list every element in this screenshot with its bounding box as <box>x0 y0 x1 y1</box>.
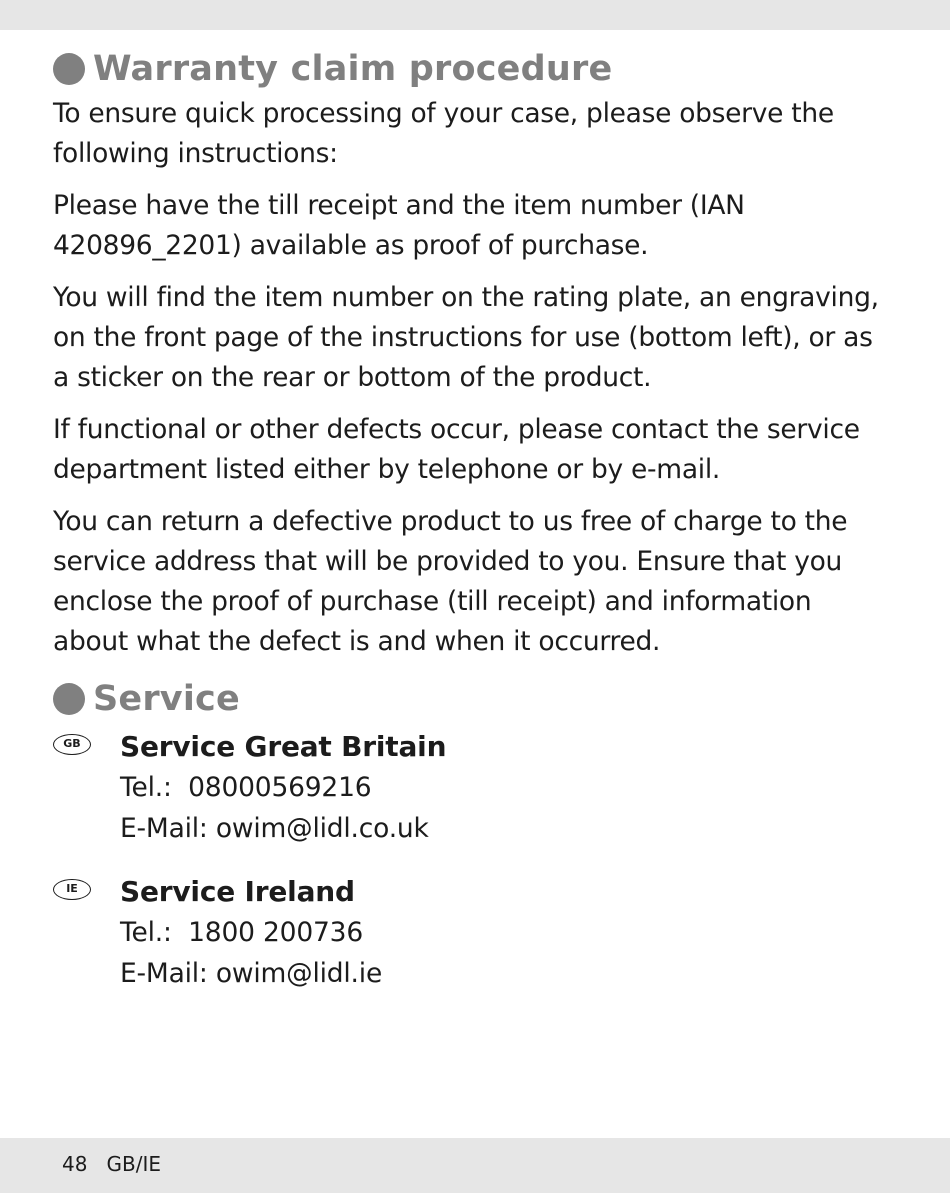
page-content <box>53 44 883 994</box>
bullet-icon <box>53 683 85 715</box>
service-title: Service Ireland <box>120 875 355 908</box>
warranty-paragraph: You will find the item number on the rating plate, an engraving, on the front page of the instructions for use (bottom left), or as a sticker on the rear or bottom of the product. <box>53 282 879 393</box>
page-number: 48 <box>62 1152 88 1176</box>
region-label: GB/IE <box>106 1152 162 1176</box>
bullet-icon <box>53 53 85 85</box>
service-heading <box>53 674 883 724</box>
top-band <box>0 0 950 30</box>
gb-country-icon: GB <box>53 734 91 755</box>
warranty-heading <box>53 44 883 94</box>
warranty-paragraph: To ensure quick processing of your case, please observe the following instructions: <box>53 98 834 169</box>
page-footer <box>62 1151 161 1177</box>
service-entry-gb <box>53 726 883 849</box>
service-entry-ie <box>53 871 883 994</box>
ie-country-icon: IE <box>53 879 91 900</box>
service-telephone: Tel.: 08000569216 <box>120 772 372 803</box>
service-title: Service Great Britain <box>120 730 447 763</box>
service-telephone: Tel.: 1800 200736 <box>120 917 363 948</box>
warranty-paragraph: You can return a defective product to us free of charge to the service address that will be provided to you. Ensure that you enclose the proof of purchase (till receipt) and information about what the defect is and when it occurred. <box>53 506 848 657</box>
warranty-heading-text: Warranty claim procedure <box>93 49 613 89</box>
service-email: E-Mail: owim@lidl.ie <box>120 958 383 989</box>
service-heading-text: Service <box>93 679 240 719</box>
warranty-paragraph: If functional or other defects occur, please contact the service department listed either by telephone or by e-mail. <box>53 414 860 485</box>
warranty-paragraph: Please have the till receipt and the item number (IAN 420896_2201) available as proof of purchase. <box>53 190 745 261</box>
service-email: E-Mail: owim@lidl.co.uk <box>120 813 429 844</box>
